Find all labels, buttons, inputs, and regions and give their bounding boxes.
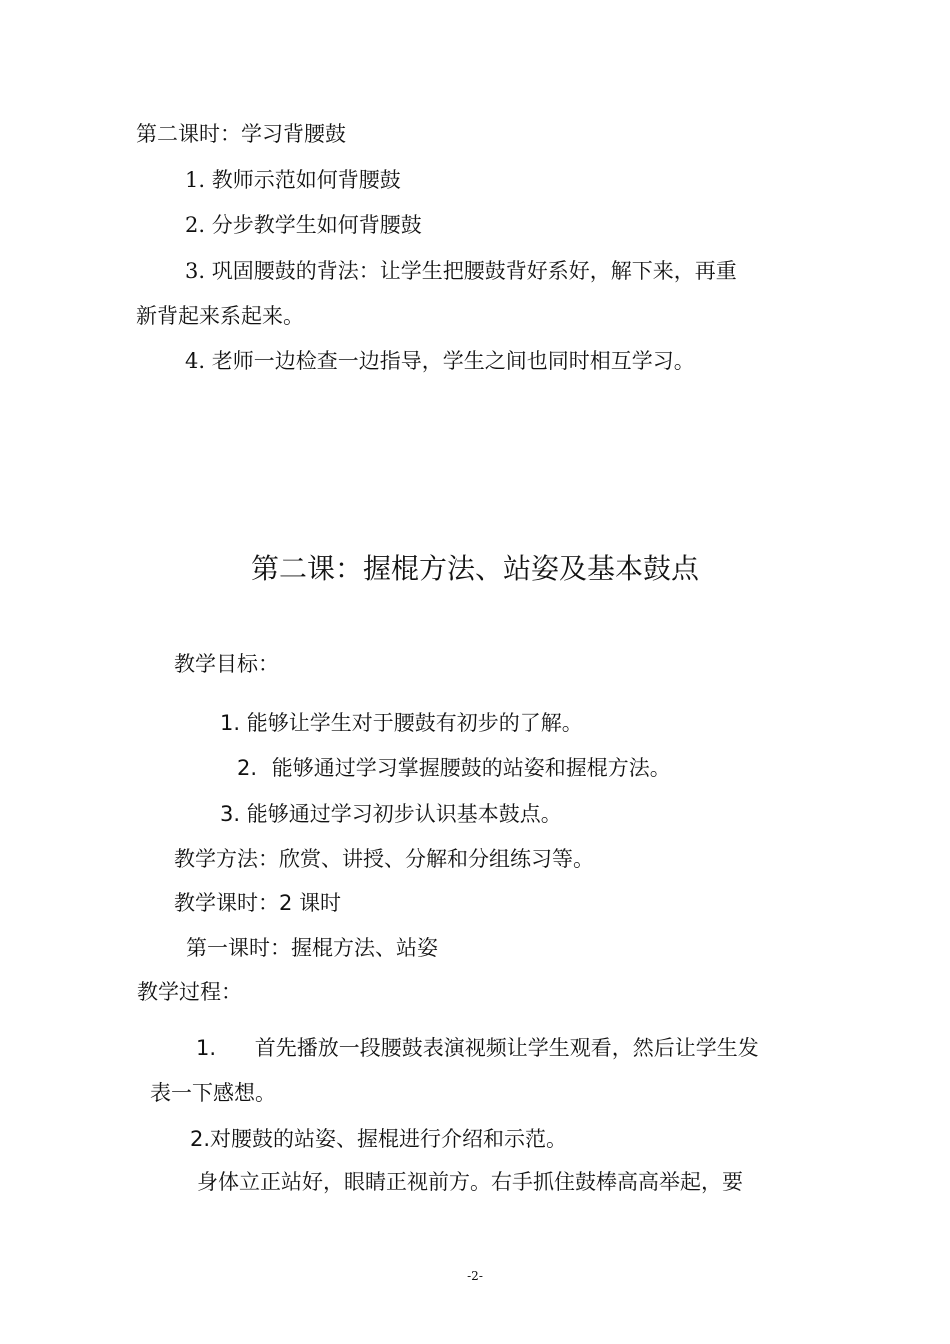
process-number: 2. bbox=[190, 1127, 211, 1151]
teaching-hours bbox=[174, 889, 341, 917]
teaching-method: 教学方法：欣赏、讲授、分解和分组练习等。 bbox=[174, 847, 594, 871]
item-continuation: 新背起来系起来。 bbox=[136, 304, 304, 328]
first-hour-heading: 第一课时：握棍方法、站姿 bbox=[186, 936, 438, 960]
item-text: 巩固腰鼓的背法：让学生把腰鼓背好系好，解下来，再重 bbox=[211, 259, 737, 283]
goals-label: 教学目标： bbox=[174, 652, 279, 676]
page-number: -2- bbox=[467, 1269, 483, 1283]
body-paragraph: 身体立正站好，眼睛正视前方。右手抓住鼓棒高高举起，要 bbox=[197, 1170, 743, 1194]
process-item bbox=[190, 1125, 567, 1153]
hours-value: 2 bbox=[279, 891, 293, 915]
item-number: 1. bbox=[185, 168, 206, 192]
process-number: 1. bbox=[196, 1036, 217, 1060]
lesson-title: 第二课：握棍方法、站姿及基本鼓点 bbox=[250, 552, 699, 585]
item-number: 3. bbox=[185, 259, 206, 283]
goal-number: 1. bbox=[220, 711, 241, 735]
section-heading: 第二课时：学习背腰鼓 bbox=[136, 122, 346, 146]
process-item bbox=[196, 1034, 759, 1062]
process-continuation: 表一下感想。 bbox=[150, 1081, 276, 1105]
item-number: 4. bbox=[185, 349, 206, 373]
item-text: 分步教学生如何背腰鼓 bbox=[211, 213, 422, 237]
goal-item bbox=[220, 800, 562, 828]
goal-text: 能够通过学习掌握腰鼓的站姿和握棍方法。 bbox=[271, 756, 671, 780]
item-text: 教师示范如何背腰鼓 bbox=[211, 168, 401, 192]
process-label: 教学过程： bbox=[137, 980, 242, 1004]
item-number: 2. bbox=[185, 213, 206, 237]
list-item bbox=[185, 166, 401, 194]
goal-text: 能够通过学习初步认识基本鼓点。 bbox=[246, 802, 562, 826]
process-text: 首先播放一段腰鼓表演视频让学生观看，然后让学生发 bbox=[254, 1036, 759, 1060]
goal-text: 能够让学生对于腰鼓有初步的了解。 bbox=[246, 711, 583, 735]
goal-number: 3. bbox=[220, 802, 241, 826]
goal-number: 2. bbox=[237, 756, 258, 780]
list-item bbox=[185, 257, 737, 285]
hours-unit: 课时 bbox=[299, 891, 342, 915]
hours-label: 教学课时： bbox=[174, 891, 279, 915]
list-item bbox=[185, 211, 422, 239]
item-text: 老师一边检查一边指导，学生之间也同时相互学习。 bbox=[211, 349, 695, 373]
list-item bbox=[185, 347, 695, 375]
goal-item bbox=[237, 754, 671, 782]
process-text: 对腰鼓的站姿、握棍进行介绍和示范。 bbox=[210, 1127, 568, 1151]
goal-item bbox=[220, 709, 583, 737]
